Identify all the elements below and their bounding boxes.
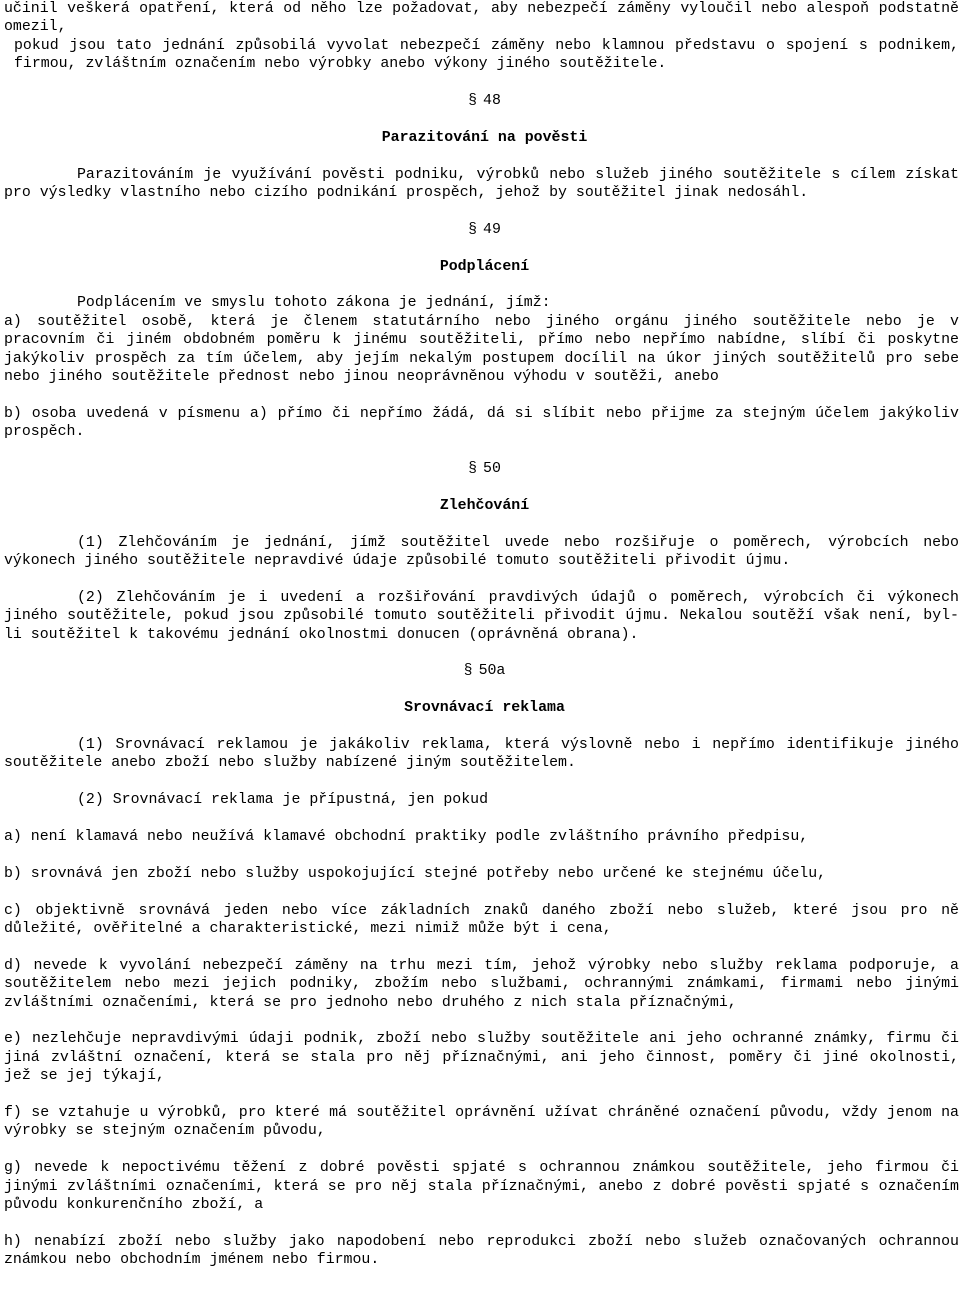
section-50-paragraph-2: (2) Zlehčováním je i uvedení a rozšiřování pravdivých údajů o poměrech, výrobcích či výkonech jiného soutěžitele, pokud jsou způsobilé tomuto soutěžiteli přivodit újmu. Nekalou soutěží však není, byl-li soutěžitel k takovému jednání okolnostmi donucen (oprávněná obrana). [4,589,959,643]
section-50a-item-h: h) nenabízí zboží nebo služby jako napodobení nebo reprodukci zboží nebo služeb označovaných ochrannou známkou nebo obchodním jménem nebo firmou. [4,1233,959,1269]
section-50a-item-f: f) se vztahuje u výrobků, pro které má soutěžitel oprávnění užívat chráněné označení původu, vždy jenom na výrobky se stejným označením původu, [4,1105,959,1140]
section-50a-item-c: c) objektivně srovnává jeden nebo více základních znaků daného zboží nebo služeb, které jsou pro ně důležité, ověřitelné a charakteristické, mezi nimiž může být i cena, [4,902,959,938]
section-50a-title: Srovnávací reklama [404,700,565,717]
section-50a-item-a: a) není klamavá nebo neužívá klamavé obchodní praktiky podle zvláštního právního předpisu, [4,829,809,846]
section-50-paragraph-1: (1) Zlehčováním je jednání, jímž soutěžitel uvede nebo rozšiřuje o poměrech, výrobcích nebo výkonech jiného soutěžitele nepravdivé údaje způsobilé tomuto soutěžiteli přivodit újmu. [4,534,959,570]
section-48-paragraph: Parazitováním je využívání pověsti podniku, výrobků nebo služeb jiného soutěžitele s cílem získat pro výsledky vlastního nebo cizího podnikání prospěch, jehož by soutěžitel jinak nedosáhl. [4,166,959,202]
section-number: 50a [478,663,506,680]
section-50a-item-g: g) nevede k nepoctivému těžení z dobré pověsti spjaté s ochrannou známkou soutěžitele, jeho firmou či jinými zvláštními označeními, která se pro něj stala příznačnými, anebo z dobré pověsti spjaté s označením původu konkurenčního zboží, a [4,1160,959,1214]
section-number: 49 [483,221,501,238]
section-49-intro: Podplácením ve smyslu tohoto zákona je jednání, jímž: [77,295,551,312]
section-symbol: § [463,663,473,680]
section-48-number [4,92,959,110]
section-50a-item-d: d) nevede k vyvolání nebezpečí záměny na trhu mezi tím, jehož výrobky nebo služby reklama podporuje, a soutěžitelem nebo mezi jejich podniky, zbožím nebo službami, ochrannými známkami, firmami nebo jinými zvláštními označeními, která se pro jednoho nebo druhého z nich stala příznačnými, [4,957,959,1011]
section-49-title: Podplácení [439,258,530,275]
intro-paragraph-1: učinil veškerá opatření, která od něho lze požadovat, aby nebezpečí záměny vyloučil nebo alespoň podstatně omezil, [4,1,959,36]
section-50-number [4,460,959,478]
section-50a-paragraph-2: (2) Srovnávací reklama je přípustná, jen pokud [77,792,489,809]
section-50a-number [4,662,959,680]
section-symbol: § [468,461,478,478]
section-48-title: Parazitování na pověsti [381,129,588,146]
section-50a-paragraph-1: (1) Srovnávací reklamou je jakákoliv reklama, která výslovně nebo i nepřímo identifikuje jiného soutěžitele anebo zboží nebo služby nabízené jiným soutěžitelem. [4,737,959,772]
intro-paragraph-2: pokud jsou tato jednání způsobilá vyvolat nebezpečí záměny nebo klamnou představu o spojení s podnikem, firmou, zvláštním označením nebo výrobky anebo výkony jiného soutěžitele. [14,37,959,73]
section-50a-item-e: e) nezlehčuje nepravdivými údaji podnik, zboží nebo služby soutěžitele ani jeho ochranné známky, firmu či jiná zvláštní označení, která se stala pro něj příznačnými, ani jeho činnost, poměry či jiné okolnosti, jež se jej týkají, [4,1031,959,1085]
section-symbol: § [468,93,478,110]
section-number: 50 [483,461,501,478]
section-number: 48 [483,93,501,110]
section-symbol: § [468,221,478,238]
section-49-item-a: a) soutěžitel osobě, která je členem statutárního nebo jiného orgánu jiného soutěžitele nebo je v pracovním či jiném obdobném poměru k jinému soutěžiteli, přímo nebo nepřímo nabídne, slíbí či poskytne jakýkoliv prospěch za tím účelem, aby jejím nekalým postupem docílil na úkor jiných soutěžitelů pro sebe nebo jiného soutěžitele přednost nebo jinou neoprávněnou výhodu v soutěži, anebo [4,313,959,386]
section-50a-item-b: b) srovnává jen zboží nebo služby uspokojující stejné potřeby nebo určené ke stejnému účelu, [4,865,827,882]
section-49-number [4,221,959,239]
section-49-item-b: b) osoba uvedená v písmenu a) přímo či nepřímo žádá, dá si slíbit nebo přijme za stejným účelem jakýkoliv prospěch. [4,405,959,441]
section-50-title: Zlehčování [439,497,530,514]
law-document-page [4,0,959,1270]
